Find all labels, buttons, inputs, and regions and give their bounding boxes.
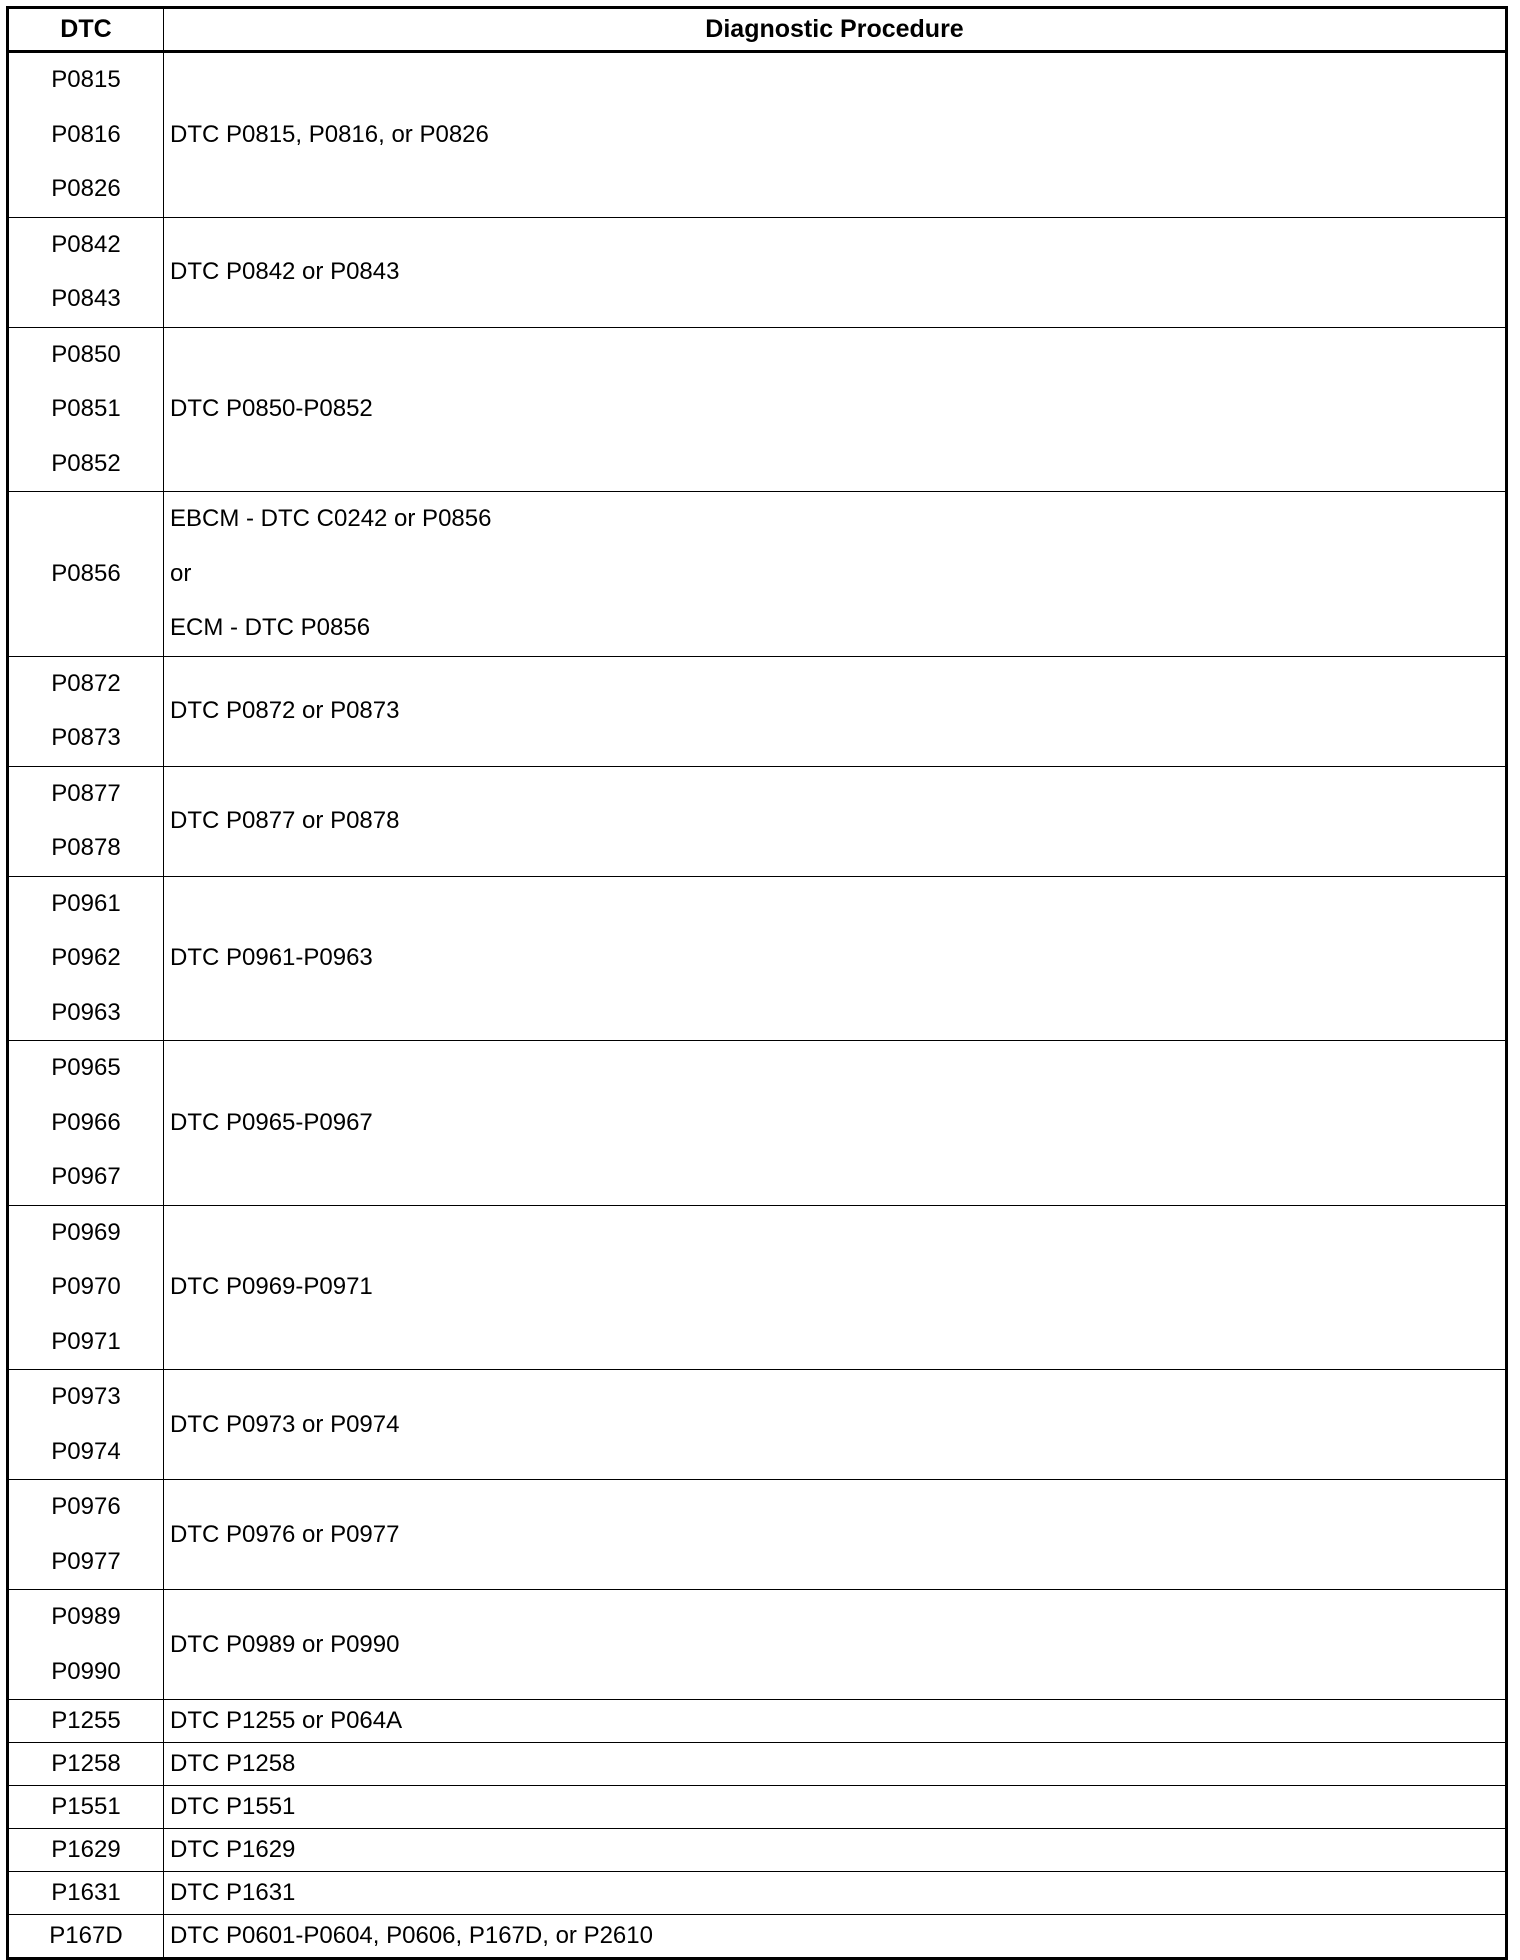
dtc-code-cell (8, 1829, 164, 1872)
diagnostic-procedure-text: EBCM - DTC C0242 or P0856 (170, 505, 492, 532)
dtc-code-cell (8, 327, 164, 492)
dtc-code: P0970 (51, 1273, 121, 1300)
diagnostic-procedure-text: DTC P1255 or P064A (170, 1707, 403, 1734)
dtc-code-cell (8, 1590, 164, 1700)
diagnostic-procedure-text: DTC P0842 or P0843 (170, 258, 400, 285)
table-row (8, 1829, 1507, 1872)
diagnostic-procedure-cell (164, 1700, 1507, 1743)
table-row (8, 1205, 1507, 1370)
dtc-table (6, 6, 1508, 1960)
table-row (8, 492, 1507, 657)
dtc-code: P0969 (51, 1218, 121, 1246)
dtc-code: P0990 (51, 1657, 121, 1685)
dtc-code-cell (8, 1743, 164, 1786)
diagnostic-procedure-cell (164, 1915, 1507, 1959)
diagnostic-procedure-text: DTC P1258 (170, 1750, 296, 1777)
dtc-code-cell (8, 1041, 164, 1206)
diagnostic-procedure-cell (164, 492, 1507, 657)
diagnostic-procedure-cell (164, 217, 1507, 327)
diagnostic-procedure-text: DTC P0965-P0967 (170, 1108, 373, 1136)
dtc-code: P0842 (51, 230, 121, 258)
dtc-code: P1258 (51, 1750, 121, 1777)
dtc-code-cell (8, 656, 164, 766)
dtc-code-cell (8, 1786, 164, 1829)
table-row (8, 217, 1507, 327)
diagnostic-procedure-cell (164, 1205, 1507, 1370)
dtc-code: P0971 (51, 1327, 121, 1355)
diagnostic-procedure-cell (164, 1829, 1507, 1872)
header-diagnostic-procedure: Diagnostic Procedure (164, 8, 1507, 52)
diagnostic-procedure-text: DTC P0601-P0604, P0606, P167D, or P2610 (170, 1922, 653, 1949)
dtc-code: P0974 (51, 1437, 121, 1465)
diagnostic-procedure-text: or (170, 559, 192, 587)
table-row (8, 876, 1507, 1041)
header-dtc: DTC (8, 8, 164, 52)
dtc-code-cell (8, 1915, 164, 1959)
table-header-row (8, 8, 1507, 52)
dtc-code-cell (8, 1370, 164, 1480)
dtc-code: P0878 (51, 834, 121, 861)
diagnostic-procedure-cell (164, 1743, 1507, 1786)
dtc-code-cell (8, 1700, 164, 1743)
dtc-code: P0850 (51, 340, 121, 368)
diagnostic-procedure-text: DTC P0976 or P0977 (170, 1520, 400, 1548)
dtc-code: P0973 (51, 1383, 121, 1410)
diagnostic-procedure-text: DTC P1629 (170, 1836, 296, 1863)
dtc-code-cell (8, 217, 164, 327)
dtc-code-cell (8, 766, 164, 876)
dtc-code-cell (8, 1205, 164, 1370)
diagnostic-procedure-text: DTC P0872 or P0873 (170, 697, 400, 724)
dtc-code: P0961 (51, 889, 121, 917)
dtc-code-cell (8, 1480, 164, 1590)
dtc-code: P0962 (51, 944, 121, 971)
dtc-code: P0856 (51, 559, 121, 587)
diagnostic-procedure-text: DTC P0989 or P0990 (170, 1630, 400, 1658)
dtc-code: P1551 (51, 1793, 121, 1820)
diagnostic-procedure-cell (164, 656, 1507, 766)
dtc-code: P0843 (51, 285, 121, 312)
table-row (8, 1872, 1507, 1915)
diagnostic-procedure-text: DTC P0815, P0816, or P0826 (170, 120, 489, 148)
diagnostic-procedure-cell (164, 766, 1507, 876)
table-body (8, 52, 1507, 1959)
table-row (8, 766, 1507, 876)
dtc-code: P0966 (51, 1108, 121, 1136)
dtc-code: P167D (49, 1922, 123, 1949)
dtc-code: P0977 (51, 1547, 121, 1575)
diagnostic-procedure-cell (164, 1041, 1507, 1206)
diagnostic-procedure-text: DTC P0969-P0971 (170, 1273, 373, 1301)
diagnostic-procedure-text: DTC P1551 (170, 1793, 296, 1820)
dtc-code-cell (8, 492, 164, 657)
diagnostic-procedure-text: ECM - DTC P0856 (170, 614, 371, 641)
dtc-code-cell (8, 876, 164, 1041)
dtc-code: P0816 (51, 120, 121, 148)
dtc-code: P0872 (51, 669, 121, 697)
diagnostic-procedure-cell (164, 52, 1507, 218)
diagnostic-procedure-cell (164, 1872, 1507, 1915)
diagnostic-procedure-cell (164, 876, 1507, 1041)
table-row (8, 656, 1507, 766)
table-row (8, 52, 1507, 218)
diagnostic-procedure-cell (164, 1590, 1507, 1700)
dtc-code-cell (8, 52, 164, 218)
table-row (8, 1480, 1507, 1590)
dtc-code: P0976 (51, 1493, 121, 1520)
dtc-code: P1255 (51, 1707, 121, 1734)
table-row (8, 327, 1507, 492)
dtc-code: P0967 (51, 1163, 121, 1190)
dtc-code: P1629 (51, 1836, 121, 1863)
diagnostic-procedure-cell (164, 1480, 1507, 1590)
table-row (8, 1700, 1507, 1743)
dtc-code: P0877 (51, 779, 121, 807)
dtc-code: P0852 (51, 449, 121, 477)
diagnostic-procedure-text: DTC P0961-P0963 (170, 944, 373, 972)
table-row (8, 1590, 1507, 1700)
diagnostic-procedure-cell (164, 1786, 1507, 1829)
dtc-code: P0989 (51, 1603, 121, 1630)
dtc-code: P0965 (51, 1054, 121, 1081)
dtc-code: P0963 (51, 998, 121, 1026)
dtc-code: P0826 (51, 175, 121, 202)
dtc-code-cell (8, 1872, 164, 1915)
diagnostic-procedure-cell (164, 327, 1507, 492)
dtc-code: P0873 (51, 724, 121, 751)
table-row (8, 1743, 1507, 1786)
diagnostic-procedure-text: DTC P0850-P0852 (170, 395, 373, 423)
dtc-code: P0851 (51, 395, 121, 422)
dtc-code: P0815 (51, 66, 121, 93)
diagnostic-procedure-text: DTC P1631 (170, 1879, 296, 1906)
table-row (8, 1786, 1507, 1829)
table-row (8, 1041, 1507, 1206)
diagnostic-procedure-text: DTC P0877 or P0878 (170, 807, 400, 834)
dtc-code: P1631 (51, 1879, 121, 1906)
diagnostic-procedure-cell (164, 1370, 1507, 1480)
table-row (8, 1370, 1507, 1480)
diagnostic-procedure-text: DTC P0973 or P0974 (170, 1410, 400, 1438)
table-row (8, 1915, 1507, 1959)
